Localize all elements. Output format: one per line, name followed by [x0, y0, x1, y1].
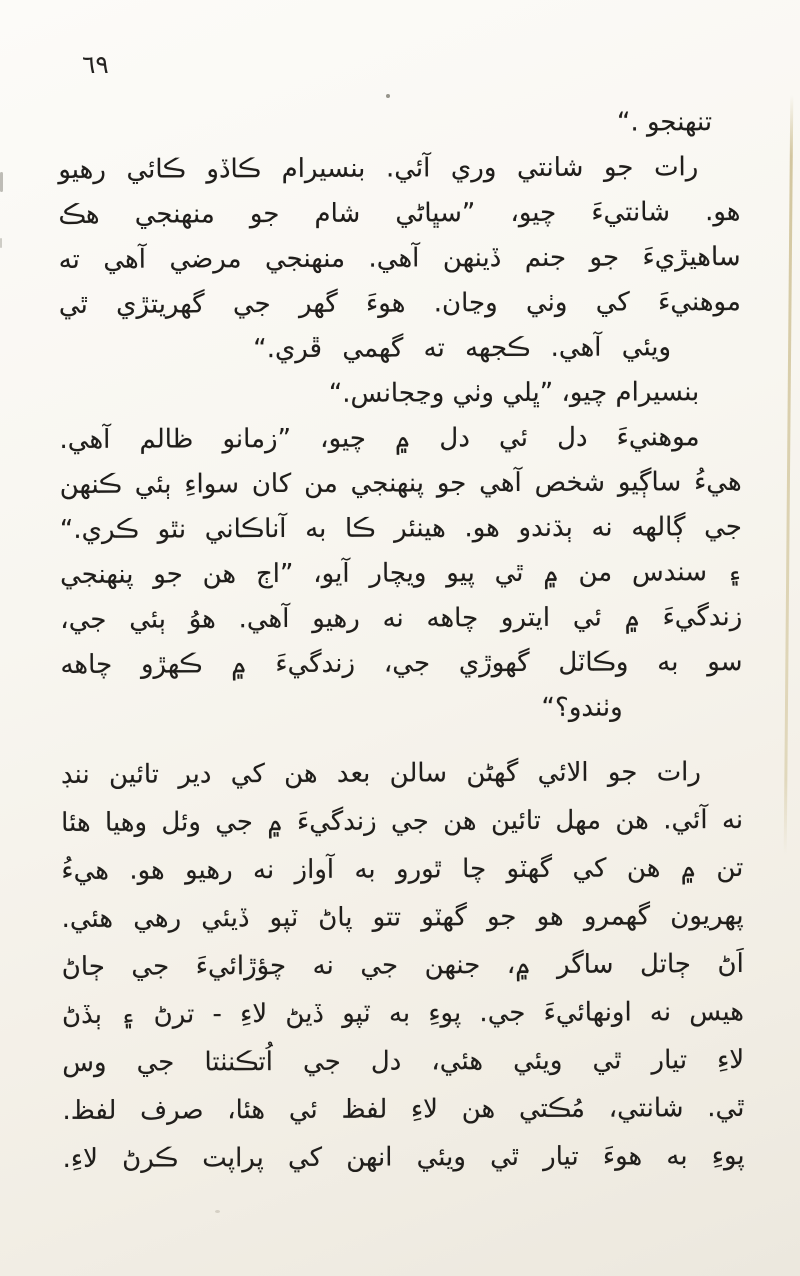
text-line: تنهنجو .“ [616, 107, 713, 138]
text-line: موهنيءَ دل ئي دل ۾ چيو، ”زمانو ظالم آهي. [59, 422, 700, 455]
text-line: جي ڳالهه نه ٻڌندو هو. هينئر ڪا به آناڪاني نٿو ڪري.“ [59, 511, 742, 545]
text-line: هيس نه اونهائيءَ جي. پوءِ به ٽپو ڏيڻ لاءِ - ترڻ ۽ ٻڏڻ [61, 996, 745, 1030]
text-line: ٿي. شانتي، مُڪتي هن لاءِ لفظ ئي هئا، صرف لفظ. [62, 1092, 745, 1126]
text-line: ۽ سندس من ۾ ٿي پيو ويچار آيو، ”اڄ هن جو پنهنجي [60, 556, 743, 590]
page-edge-scan-line [784, 95, 794, 855]
text-line: موهنيءَ کي وٺي وڃان. هوءَ گهر جي گهريتڙي ٿي [58, 286, 741, 320]
text-line: بنسيرام چيو، ”ڀلي وٺي وڃجانس.“ [328, 377, 700, 409]
text-line: زندگيءَ ۾ ئي ايترو چاهه نه رهيو آهي. هوُ ٻئي جي، [60, 601, 743, 635]
scan-speck [0, 238, 2, 248]
text-line: سو به وڪاٽل گهوڙي جي، زندگيءَ ۾ ڪهڙو چاهه [60, 646, 743, 680]
text-line: اَڻ ڄاتل ساگر ۾، جنهن جي نه چؤڙائيءَ جي ڄاڻ [61, 948, 744, 982]
text-line: ويئي آهي. ڪجهه ته گهمي ڦري.“ [253, 332, 672, 365]
text-line: لاءِ تيار ٿي ويئي هئي، دل جي اُتڪنٺتا جي وس [62, 1044, 745, 1078]
scan-speck [386, 94, 390, 98]
text-line: نه آئي. هن مهل تائين هن جي زندگيءَ ۾ جي وئل وهيا هئا [61, 804, 744, 838]
text-line: تن ۾ هن کي گهٽو چا ٿورو به آواز نه رهيو هو. هيءُ [61, 852, 744, 886]
text-line: رات جو الائي گهڻن سالن بعد هن کي دير تائين ننڊ [60, 757, 701, 790]
page-number: ٦٩ [82, 50, 109, 79]
text-line: وٺندو؟“ [541, 692, 623, 723]
text-block [58, 100, 745, 1183]
text-line: هيءُ ساڳيو شخص آهي جو پنهنجي من کان سواءِ ٻئي ڪنهن [59, 466, 742, 500]
scan-speck [0, 172, 3, 192]
text-line: رات جو شانتي وري آئي. بنسيرام ڪاڏو ڪائي رهيو [58, 152, 699, 185]
scan-speck [215, 1210, 220, 1213]
text-line: ساهيڙيءَ جو جنم ڏينهن آهي. منهنجي مرضي آهي ته [58, 241, 741, 275]
text-line: هو. شانتيءَ چيو، ”سڀاڻي شام جو منهنجي هڪ [58, 196, 741, 230]
text-line: پهريون گهمرو هو جو گهٽو تتو پاڻ ٽپو ڏيئي رهي هئي. [61, 900, 744, 934]
text-line: پوءِ به هوءَ تيار ٿي ويئي انهن کي پراپت ڪرڻ لاءِ. [62, 1140, 745, 1174]
